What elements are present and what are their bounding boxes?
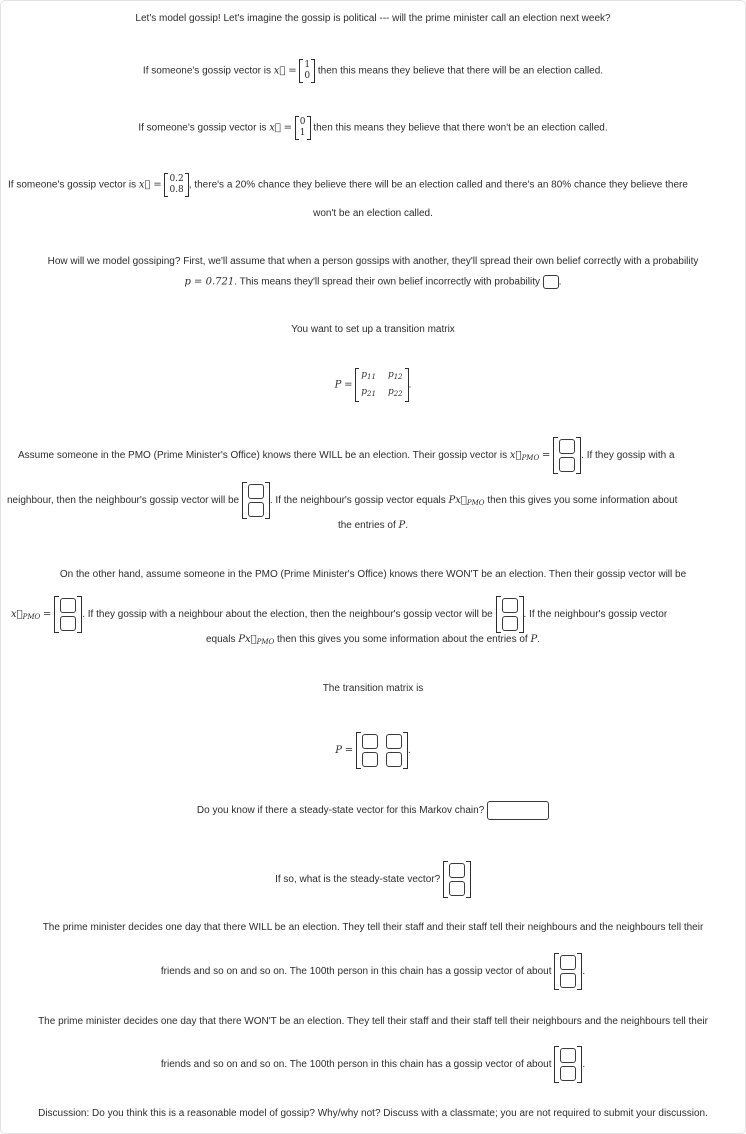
neighbour-will-vector-input <box>242 482 270 519</box>
example-2-text: then this means they believe that there won't be an election called. <box>313 122 608 134</box>
period: . <box>405 520 409 531</box>
chain-will-text: The prime minister decides one day that there WILL be an election. They tell their staff and their staff tell their neighbours and the neighbours tell their <box>42 922 704 933</box>
steady-state-exists-input[interactable] <box>487 801 549 820</box>
answer-box[interactable] <box>560 1048 576 1063</box>
answer-box[interactable] <box>60 598 76 613</box>
p-subscript: 11 <box>367 373 376 381</box>
period: . <box>582 966 586 978</box>
steady-question <box>0 801 746 820</box>
chain-wont-line-2 <box>0 1046 746 1083</box>
answer-box[interactable] <box>560 973 576 988</box>
chain-will-line-2 <box>0 953 746 990</box>
period: . <box>408 379 412 391</box>
p-letter: p <box>361 387 368 397</box>
period: . <box>537 634 541 645</box>
vector-entry: 0 <box>299 117 306 127</box>
incorrect-probability-input[interactable] <box>543 275 559 289</box>
pmo-wont-text-b: . If they gossip with a neighbour about the election, then the neighbour's gossip vector will be <box>82 609 493 621</box>
pmo-subscript: PMO <box>466 499 485 508</box>
vector-entry: 0.2 <box>169 174 184 184</box>
p-letter: p <box>387 387 394 397</box>
period: . <box>558 276 562 288</box>
matrix-symbol: P <box>398 520 406 531</box>
answer-box[interactable] <box>362 734 378 749</box>
answer-box[interactable] <box>559 457 575 472</box>
pmo-subscript: PMO <box>521 454 540 463</box>
steady-question-2-text: If so, what is the steady-state vector? <box>275 874 441 886</box>
answer-box[interactable] <box>60 616 76 631</box>
x-vector-symbol: x⃗ <box>509 450 522 462</box>
matrix-symbol: P <box>530 634 538 645</box>
transition-matrix-input <box>356 732 408 769</box>
equals-sign: = <box>288 65 297 77</box>
pmo-will-line-1 <box>18 437 746 474</box>
chain-wont-text-b: friends and so on and so on. The 100th person in this chain has a gossip vector of about <box>160 1059 552 1071</box>
steady-question-text: Do you know if there a steady-state vector for this Markov chain? <box>196 805 485 817</box>
steady-state-vector-input <box>443 861 471 898</box>
vector-entry: 1 <box>299 128 306 138</box>
model-text: How will we model gossiping? First, we'll assume that when a person gossips with another, they'll spread their own belief correctly with a probability <box>47 256 699 267</box>
example-3 <box>8 173 746 197</box>
example-1 <box>0 59 746 83</box>
answer-box[interactable] <box>559 439 575 454</box>
transition-intro <box>0 323 746 337</box>
pmo-wont-line-2 <box>11 596 746 633</box>
matrix-symbol: P <box>335 745 342 757</box>
example-3-label: If someone's gossip vector is <box>8 179 137 191</box>
p-times-x-pmo: Px⃗ <box>448 495 467 507</box>
p-subscript: 12 <box>393 373 403 381</box>
pmo-will-line-2 <box>7 482 746 519</box>
pmo-wont-text-e: then this gives you some information about the entries of <box>277 634 528 645</box>
pmo-subscript: PMO <box>22 613 41 622</box>
vector-entry: 0.8 <box>169 185 184 195</box>
symbolic-matrix <box>355 368 408 402</box>
pmo-will-text-b: . If they gossip with a <box>581 450 675 462</box>
model-line-2 <box>0 275 746 290</box>
p-expression: p = 0.721 <box>184 276 235 288</box>
result-matrix <box>0 732 746 769</box>
intro-label: Let's model gossip! Let's imagine the gossip is political --- will the prime minister call an election next week? <box>135 13 611 24</box>
p12-entry <box>388 370 403 383</box>
x-vector-symbol: x⃗ <box>11 609 23 621</box>
period: . <box>407 745 411 757</box>
equals-sign: = <box>541 450 551 462</box>
result-intro <box>0 682 746 696</box>
example-3-text: , there's a 20% chance they believe there will be an election called and there's an 80% chance they believe there <box>188 179 688 191</box>
pmo-will-text-e: then this gives you some information about <box>487 495 678 507</box>
p-subscript: 22 <box>393 390 403 398</box>
answer-box[interactable] <box>386 734 402 749</box>
x-vector-symbol: x⃗ <box>244 634 257 645</box>
answer-box[interactable] <box>560 955 576 970</box>
pmo-will-vector-input <box>553 437 581 474</box>
p-letter: p <box>361 370 368 380</box>
vector-entry: 1 <box>304 60 311 70</box>
example-3-vector <box>164 173 188 197</box>
discussion-text: Discussion: Do you think this is a reasonable model of gossip? Why/why not? Discuss with a classmate; you are not required to submit your discussion. <box>38 1108 708 1119</box>
equals-sign: = <box>344 379 353 391</box>
example-2-label: If someone's gossip vector is <box>138 122 267 134</box>
equals-sign: = <box>344 745 354 757</box>
p-letter: p <box>387 370 394 380</box>
transition-matrix-symbolic <box>0 368 746 402</box>
example-2 <box>0 116 746 140</box>
chain-wont-vector-input <box>554 1046 582 1083</box>
pmo-wont-text: On the other hand, assume someone in the PMO (Prime Minister's Office) knows there WON'T be an election. Then their gossip vector will be <box>59 569 687 580</box>
pmo-will-line-3 <box>0 519 746 533</box>
x-vector-symbol: x⃗ <box>269 122 281 134</box>
answer-box[interactable] <box>502 598 518 613</box>
pmo-wont-text-d: equals <box>205 634 236 645</box>
chain-wont-text: The prime minister decides one day that there WON'T be an election. They tell their staff and their staff tell their neighbours and the neighbours tell their <box>38 1016 708 1027</box>
result-intro-text: The transition matrix is <box>322 683 424 694</box>
pmo-subscript: PMO <box>256 638 275 646</box>
chain-will-text-b: friends and so on and so on. The 100th person in this chain has a gossip vector of about <box>160 966 552 978</box>
example-1-label: If someone's gossip vector is <box>142 65 271 77</box>
pmo-will-text-c: neighbour, then the neighbour's gossip vector will be <box>7 495 240 507</box>
x-vector-symbol: x⃗ <box>273 65 286 77</box>
answer-box[interactable] <box>362 752 378 767</box>
answer-box[interactable] <box>248 484 264 499</box>
neighbour-wont-vector-input <box>496 596 524 633</box>
p11-entry <box>361 370 376 383</box>
equals-sign: = <box>43 609 52 621</box>
intro-text <box>0 12 746 26</box>
answer-box[interactable] <box>449 863 465 878</box>
answer-box[interactable] <box>449 881 465 896</box>
example-1-text: then this means they believe that there will be an election called. <box>317 65 604 77</box>
example-3-text-cont: won't be an election called. <box>313 208 433 219</box>
answer-box[interactable] <box>386 752 402 767</box>
equals-sign: = <box>153 179 162 191</box>
pmo-wont-text-c: . If the neighbour's gossip vector <box>523 609 668 621</box>
transition-intro-text: You want to set up a transition matrix <box>291 324 455 335</box>
example-3-cont <box>0 207 746 221</box>
matrix-symbol: P <box>334 379 342 391</box>
pmo-wont-vector-input <box>54 596 82 633</box>
equals-sign: = <box>283 122 293 134</box>
p22-entry <box>388 387 403 400</box>
answer-box[interactable] <box>560 1066 576 1081</box>
p-times-x-pmo: Px⃗ <box>238 634 257 645</box>
p-subscript: 21 <box>367 390 376 398</box>
period: . <box>582 1059 586 1071</box>
pmo-wont-line-3 <box>0 633 746 649</box>
p21-entry <box>361 387 376 400</box>
pmo-wont-line-1 <box>0 568 746 582</box>
steady-vector <box>0 861 746 898</box>
pmo-will-text: Assume someone in the PMO (Prime Minister's Office) knows there WILL be an election. Their gossip vector is <box>18 450 508 462</box>
vector-entry: 0 <box>304 71 311 81</box>
answer-box[interactable] <box>502 616 518 631</box>
x-vector-symbol: x⃗ <box>455 495 467 507</box>
model-text-2: . This means they'll spread their own belief incorrectly with probability <box>234 276 540 288</box>
model-line-1 <box>0 255 746 269</box>
example-1-vector <box>299 59 315 83</box>
pmo-will-text-d: . If the neighbour's gossip vector equals <box>269 495 446 507</box>
answer-box[interactable] <box>248 502 264 517</box>
example-2-vector <box>295 116 311 140</box>
pmo-will-text-f: the entries of <box>337 520 396 531</box>
chain-wont-line-1 <box>0 1015 746 1029</box>
x-vector-symbol: x⃗ <box>138 179 151 191</box>
discussion <box>0 1107 746 1121</box>
chain-will-vector-input <box>554 953 582 990</box>
chain-will-line-1 <box>0 921 746 935</box>
